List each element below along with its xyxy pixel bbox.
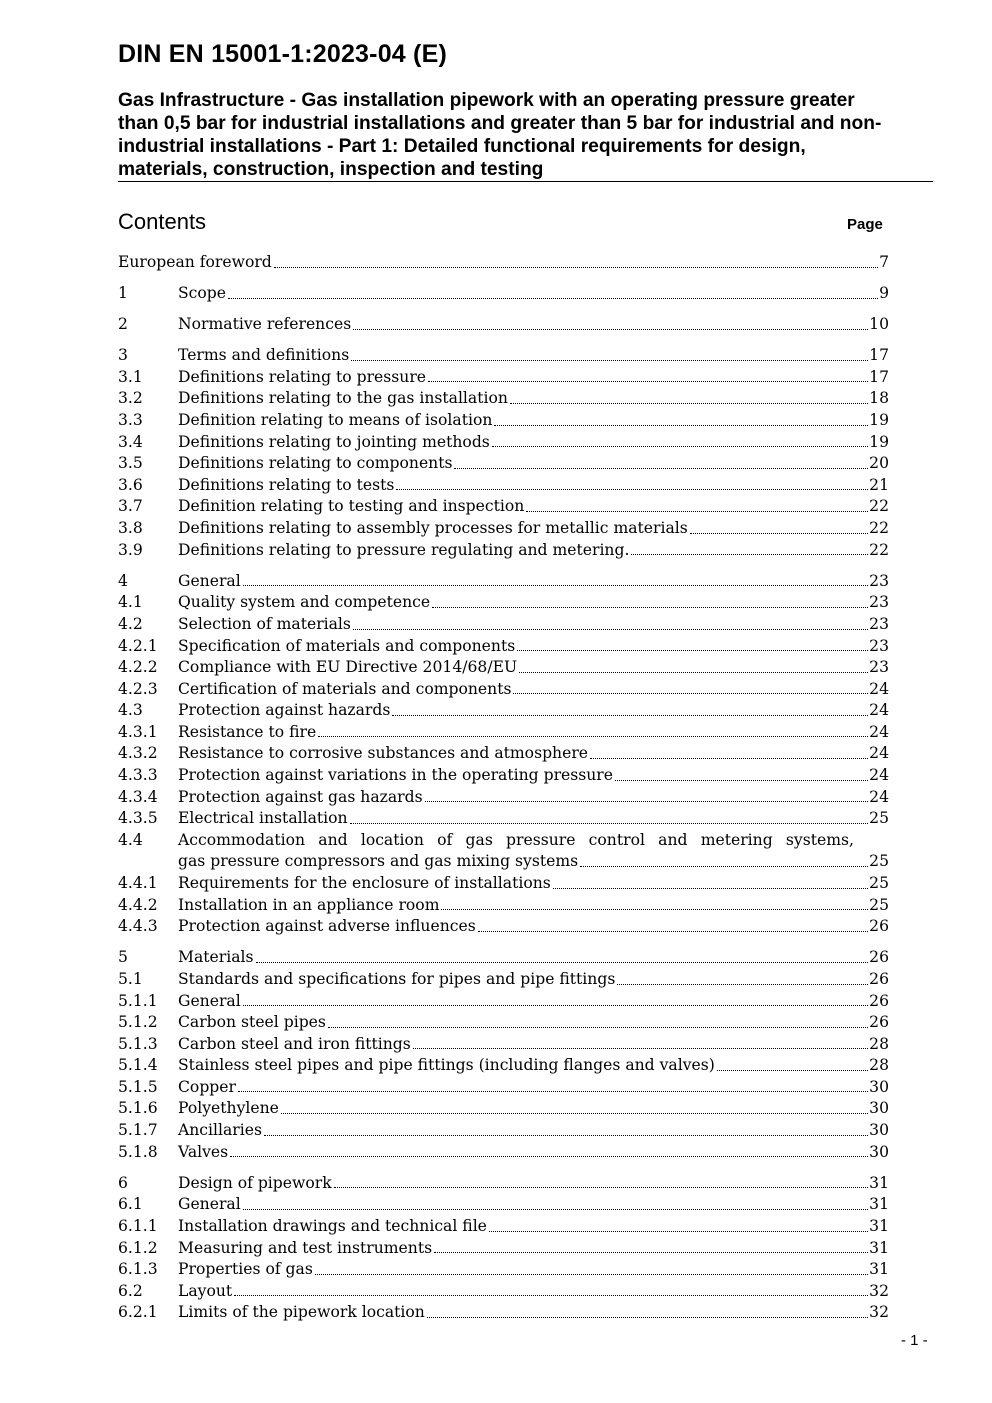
toc-entry-page: 31 <box>869 1216 889 1235</box>
toc-entry[interactable] <box>118 453 889 475</box>
toc-entry-title: Valves <box>178 1142 229 1161</box>
toc-entry-page: 31 <box>869 1173 889 1192</box>
toc-entry-number: 3 <box>118 346 128 365</box>
toc-entry-title: Definition relating to testing and inspection <box>178 497 525 516</box>
toc-entry-title: Properties of gas <box>178 1260 313 1279</box>
toc-entry-page: 28 <box>869 1056 889 1075</box>
toc-section <box>118 345 889 561</box>
dot-leader <box>334 1187 869 1188</box>
toc-entry-title: General <box>178 991 241 1010</box>
dot-leader <box>353 629 868 630</box>
toc-entry-title: Selection of materials <box>178 614 351 633</box>
dot-leader <box>434 1252 868 1253</box>
toc-entry[interactable] <box>118 787 889 809</box>
toc-entry-page: 22 <box>869 519 889 538</box>
toc-entry[interactable] <box>118 1259 889 1281</box>
toc-entry-title: Compliance with EU Directive 2014/68/EU <box>178 658 518 677</box>
title-line: than 0,5 bar for industrial installations and greater than 5 bar for industrial and non- <box>118 113 882 134</box>
toc-entry[interactable] <box>118 1120 889 1142</box>
table-of-contents <box>118 252 889 1333</box>
toc-entry[interactable] <box>118 540 889 562</box>
dot-leader <box>454 468 868 469</box>
toc-entry-number: 4 <box>118 571 128 590</box>
toc-entry[interactable] <box>118 1194 889 1216</box>
toc-entry[interactable] <box>118 518 889 540</box>
dot-leader <box>353 329 868 330</box>
dot-leader <box>441 909 868 910</box>
page-column-heading: Page <box>847 216 883 233</box>
toc-entry-page: 32 <box>869 1303 889 1322</box>
toc-entry-number: 4.4 <box>118 830 143 849</box>
dot-leader <box>427 1317 868 1318</box>
toc-entry-page: 30 <box>869 1099 889 1118</box>
toc-entry-number: 4.1 <box>118 593 143 612</box>
toc-entry-number: 2 <box>118 315 128 334</box>
toc-entry-number: 6.1.2 <box>118 1238 158 1257</box>
dot-leader <box>492 446 868 447</box>
toc-entry-title: Definitions relating to components <box>178 454 453 473</box>
toc-entry-page: 9 <box>879 284 889 303</box>
toc-entry[interactable] <box>118 432 889 454</box>
toc-entry[interactable] <box>118 252 889 274</box>
toc-entry-page: 19 <box>869 432 889 451</box>
dot-leader <box>392 715 868 716</box>
toc-entry-page: 19 <box>869 411 889 430</box>
dot-leader <box>526 511 868 512</box>
toc-entry-number: 3.5 <box>118 454 143 473</box>
toc-entry-title: Protection against variations in the operating pressure <box>178 766 613 785</box>
toc-entry-page: 22 <box>869 540 889 559</box>
toc-entry-page: 23 <box>869 571 889 590</box>
toc-entry-number: 5.1.4 <box>118 1056 158 1075</box>
toc-entry-title: Definitions relating to tests <box>178 475 395 494</box>
toc-entry-title: Normative references <box>178 315 352 334</box>
toc-entry-page: 32 <box>869 1281 889 1300</box>
toc-entry-number: 6.1.3 <box>118 1260 158 1279</box>
dot-leader <box>351 360 868 361</box>
toc-entry[interactable] <box>118 475 889 497</box>
toc-entry-number: 4.3.1 <box>118 722 158 741</box>
toc-entry-page: 26 <box>869 917 889 936</box>
toc-entry-title: Installation in an appliance room <box>178 895 440 914</box>
toc-entry-title: Layout <box>178 1281 233 1300</box>
dot-leader <box>494 425 868 426</box>
dot-leader <box>513 693 868 694</box>
toc-entry-number: 4.3.5 <box>118 809 158 828</box>
toc-section <box>118 252 889 274</box>
toc-entry[interactable] <box>118 1281 889 1303</box>
toc-entry-title: Design of pipework <box>178 1173 332 1192</box>
toc-entry-number: 4.2.2 <box>118 658 158 677</box>
toc-entry-number: 5.1.7 <box>118 1121 158 1140</box>
toc-entry[interactable] <box>118 969 889 991</box>
toc-entry-page: 22 <box>869 497 889 516</box>
toc-entry[interactable] <box>118 991 889 1013</box>
dot-leader <box>615 780 868 781</box>
dot-leader <box>519 672 868 673</box>
toc-entry-page: 31 <box>869 1238 889 1257</box>
dot-leader <box>510 403 868 404</box>
toc-entry-number: 4.2 <box>118 614 143 633</box>
toc-entry-title: Materials <box>178 948 254 967</box>
toc-entry-page: 17 <box>869 367 889 386</box>
toc-entry-number: 3.1 <box>118 367 143 386</box>
toc-entry-number: 5.1.3 <box>118 1034 158 1053</box>
dot-leader <box>243 585 868 586</box>
toc-entry-title: Definitions relating to pressure regulating and metering. <box>178 540 630 559</box>
toc-entry-page: 24 <box>869 679 889 698</box>
dot-leader <box>281 1113 868 1114</box>
dot-leader <box>489 1231 868 1232</box>
toc-entry-number: 6.1.1 <box>118 1216 158 1235</box>
title-line: Gas Infrastructure - Gas installation pipework with an operating pressure greater <box>118 90 855 111</box>
toc-entry-number: 6.2.1 <box>118 1303 158 1322</box>
toc-entry-title: Polyethylene <box>178 1099 279 1118</box>
dot-leader <box>328 1027 868 1028</box>
toc-entry[interactable] <box>118 700 889 722</box>
toc-entry-number: 5.1.8 <box>118 1142 158 1161</box>
toc-entry-page: 30 <box>869 1121 889 1140</box>
toc-entry[interactable] <box>118 1173 889 1195</box>
toc-entry-page: 23 <box>869 614 889 633</box>
toc-entry-number: 4.2.1 <box>118 636 158 655</box>
toc-entry-title: European foreword <box>118 253 272 271</box>
toc-entry[interactable] <box>118 1142 889 1164</box>
toc-entry-page: 23 <box>869 636 889 655</box>
toc-entry-title: Terms and definitions <box>178 346 350 365</box>
toc-entry[interactable] <box>118 1034 889 1056</box>
dot-leader <box>318 736 868 737</box>
toc-entry[interactable] <box>118 657 889 679</box>
toc-entry-page: 24 <box>869 766 889 785</box>
toc-entry-number: 4.4.3 <box>118 917 158 936</box>
dot-leader <box>553 888 868 889</box>
toc-entry-page: 25 <box>869 895 889 914</box>
toc-entry-title: Copper <box>178 1077 236 1096</box>
title-line: materials, construction, inspection and testing <box>118 159 544 180</box>
toc-entry[interactable] <box>118 388 889 410</box>
toc-entry[interactable] <box>118 410 889 432</box>
toc-entry-page: 26 <box>869 991 889 1010</box>
toc-entry[interactable] <box>118 614 889 636</box>
toc-entry-page: 24 <box>869 722 889 741</box>
toc-entry-title: Electrical installation <box>178 809 348 828</box>
dot-leader <box>238 1091 868 1092</box>
toc-entry-title: Certification of materials and components <box>178 679 512 698</box>
dot-leader <box>617 984 868 985</box>
toc-entry-number: 4.2.3 <box>118 679 158 698</box>
toc-section <box>118 314 889 336</box>
toc-section <box>118 1173 889 1324</box>
toc-entry-number: 3.6 <box>118 475 143 494</box>
toc-entry[interactable] <box>118 830 889 873</box>
toc-entry[interactable] <box>118 916 889 938</box>
toc-entry-title: General <box>178 1195 241 1214</box>
toc-entry-number: 3.8 <box>118 519 143 538</box>
document-code: DIN EN 15001-1:2023-04 (E) <box>118 40 447 68</box>
toc-entry-number: 4.4.2 <box>118 895 158 914</box>
toc-entry-number: 3.3 <box>118 411 143 430</box>
toc-entry-number: 6.2 <box>118 1281 143 1300</box>
toc-entry-title: Definitions relating to jointing methods <box>178 432 490 451</box>
toc-entry-title: Protection against hazards <box>178 701 391 720</box>
toc-entry-number: 5.1 <box>118 969 143 988</box>
toc-entry[interactable] <box>118 1238 889 1260</box>
toc-entry-number: 5.1.2 <box>118 1013 158 1032</box>
dot-leader <box>690 533 868 534</box>
dot-leader <box>315 1274 868 1275</box>
toc-entry-number: 6.1 <box>118 1195 143 1214</box>
toc-entry-page: 20 <box>869 454 889 473</box>
page-number: - 1 - <box>901 1332 928 1349</box>
toc-entry-page: 23 <box>869 593 889 612</box>
toc-entry-page: 26 <box>869 1013 889 1032</box>
toc-entry-page: 17 <box>869 346 889 365</box>
toc-entry[interactable] <box>118 1216 889 1238</box>
toc-entry-title: Carbon steel pipes <box>178 1013 326 1032</box>
toc-entry-title: Resistance to fire <box>178 722 317 741</box>
toc-entry-page: 24 <box>869 744 889 763</box>
toc-entry-number: 5.1.5 <box>118 1077 158 1096</box>
dot-leader <box>590 758 868 759</box>
toc-entry-number: 4.4.1 <box>118 874 158 893</box>
toc-entry-page: 21 <box>869 475 889 494</box>
toc-entry-title: Protection against gas hazards <box>178 787 423 806</box>
toc-entry-page: 25 <box>869 874 889 893</box>
toc-entry-title: Definitions relating to the gas installation <box>178 389 508 408</box>
toc-entry-title: General <box>178 571 241 590</box>
toc-entry-page: 18 <box>869 389 889 408</box>
toc-entry-title: Stainless steel pipes and pipe fittings (including flanges and valves) <box>178 1056 715 1075</box>
toc-entry-page: 23 <box>869 658 889 677</box>
toc-entry[interactable] <box>118 592 889 614</box>
dot-leader <box>396 489 868 490</box>
toc-entry-page: 30 <box>869 1077 889 1096</box>
toc-entry-number: 4.3 <box>118 701 143 720</box>
toc-entry-page: 24 <box>869 787 889 806</box>
toc-entry-number: 5 <box>118 948 128 967</box>
toc-entry-page: 30 <box>869 1142 889 1161</box>
toc-entry-number: 4.3.4 <box>118 787 158 806</box>
toc-entry-title: Limits of the pipework location <box>178 1303 425 1322</box>
toc-entry-number: 3.7 <box>118 497 143 516</box>
toc-entry-number: 4.3.3 <box>118 766 158 785</box>
dot-leader <box>580 866 868 867</box>
toc-entry-title: Requirements for the enclosure of installations <box>178 874 551 893</box>
toc-entry-page: 31 <box>869 1260 889 1279</box>
toc-entry-title: Scope <box>178 284 227 303</box>
toc-entry[interactable] <box>118 1302 889 1324</box>
toc-entry[interactable] <box>118 895 889 917</box>
toc-entry[interactable] <box>118 1055 889 1077</box>
toc-entry-title: Installation drawings and technical file <box>178 1216 487 1235</box>
dot-leader <box>432 607 868 608</box>
document-title <box>118 89 933 182</box>
toc-entry-title: Resistance to corrosive substances and atmosphere <box>178 744 589 763</box>
dot-leader <box>243 1209 868 1210</box>
dot-leader <box>243 1005 868 1006</box>
toc-entry[interactable] <box>118 636 889 658</box>
toc-entry-page: 10 <box>869 315 889 334</box>
toc-entry[interactable] <box>118 679 889 701</box>
toc-entry[interactable] <box>118 743 889 765</box>
dot-leader <box>350 823 869 824</box>
toc-entry-title: Definitions relating to assembly processes for metallic materials <box>178 519 688 538</box>
contents-heading: Contents <box>118 209 207 234</box>
toc-entry[interactable] <box>118 947 889 969</box>
toc-entry-number: 3.9 <box>118 540 143 559</box>
toc-entry-title: Measuring and test instruments <box>178 1238 433 1257</box>
toc-entry-title: Accommodation and location of gas pressure control and metering systems, <box>178 830 854 849</box>
toc-entry-number: 5.1.1 <box>118 991 158 1010</box>
toc-entry[interactable] <box>118 808 889 830</box>
dot-leader <box>517 650 868 651</box>
toc-section <box>118 947 889 1163</box>
toc-entry[interactable] <box>118 765 889 787</box>
toc-entry-title: Standards and specifications for pipes and pipe fittings <box>178 969 616 988</box>
dot-leader <box>717 1070 868 1071</box>
toc-entry[interactable] <box>118 571 889 593</box>
toc-entry[interactable] <box>118 1077 889 1099</box>
toc-entry-page: 25 <box>869 809 889 828</box>
toc-entry-page: 25 <box>869 852 889 871</box>
toc-entry-title: Quality system and competence <box>178 593 431 612</box>
toc-entry-title: Ancillaries <box>178 1121 262 1140</box>
toc-entry[interactable] <box>118 314 889 336</box>
toc-entry-page: 31 <box>869 1195 889 1214</box>
title-line: industrial installations - Part 1: Detailed functional requirements for design, <box>118 136 806 157</box>
dot-leader <box>425 801 869 802</box>
toc-entry-page: 24 <box>869 701 889 720</box>
toc-entry[interactable] <box>118 367 889 389</box>
toc-entry[interactable] <box>118 345 889 367</box>
toc-entry[interactable] <box>118 283 889 305</box>
toc-entry-number: 4.3.2 <box>118 744 158 763</box>
toc-entry-number: 3.4 <box>118 432 143 451</box>
toc-entry[interactable] <box>118 1098 889 1120</box>
toc-entry-title: Protection against adverse influences <box>178 917 476 936</box>
toc-entry-title: Carbon steel and iron fittings <box>178 1034 411 1053</box>
dot-leader <box>631 554 868 555</box>
dot-leader <box>274 267 878 268</box>
toc-entry-number: 5.1.6 <box>118 1099 158 1118</box>
dot-leader <box>228 298 878 299</box>
toc-entry[interactable] <box>118 873 889 895</box>
toc-entry-number: 1 <box>118 284 128 303</box>
toc-entry-page: 7 <box>879 253 889 271</box>
toc-entry-page: 26 <box>869 948 889 967</box>
toc-entry-title: Definition relating to means of isolation <box>178 411 493 430</box>
toc-entry[interactable] <box>118 722 889 744</box>
dot-leader <box>234 1295 868 1296</box>
toc-entry-page: 28 <box>869 1034 889 1053</box>
toc-section <box>118 571 889 938</box>
toc-entry-page: 26 <box>869 969 889 988</box>
toc-entry-title: Specification of materials and components <box>178 636 516 655</box>
toc-entry-number: 6 <box>118 1173 128 1192</box>
dot-leader <box>428 381 868 382</box>
dot-leader <box>478 931 868 932</box>
toc-entry[interactable] <box>118 496 889 518</box>
dot-leader <box>264 1135 868 1136</box>
dot-leader <box>230 1156 868 1157</box>
dot-leader <box>413 1048 868 1049</box>
toc-entry-title-continued: gas pressure compressors and gas mixing systems <box>178 852 579 871</box>
toc-entry-number: 3.2 <box>118 389 143 408</box>
dot-leader <box>256 962 869 963</box>
toc-entry[interactable] <box>118 1012 889 1034</box>
toc-entry-title: Definitions relating to pressure <box>178 367 427 386</box>
toc-section <box>118 283 889 305</box>
